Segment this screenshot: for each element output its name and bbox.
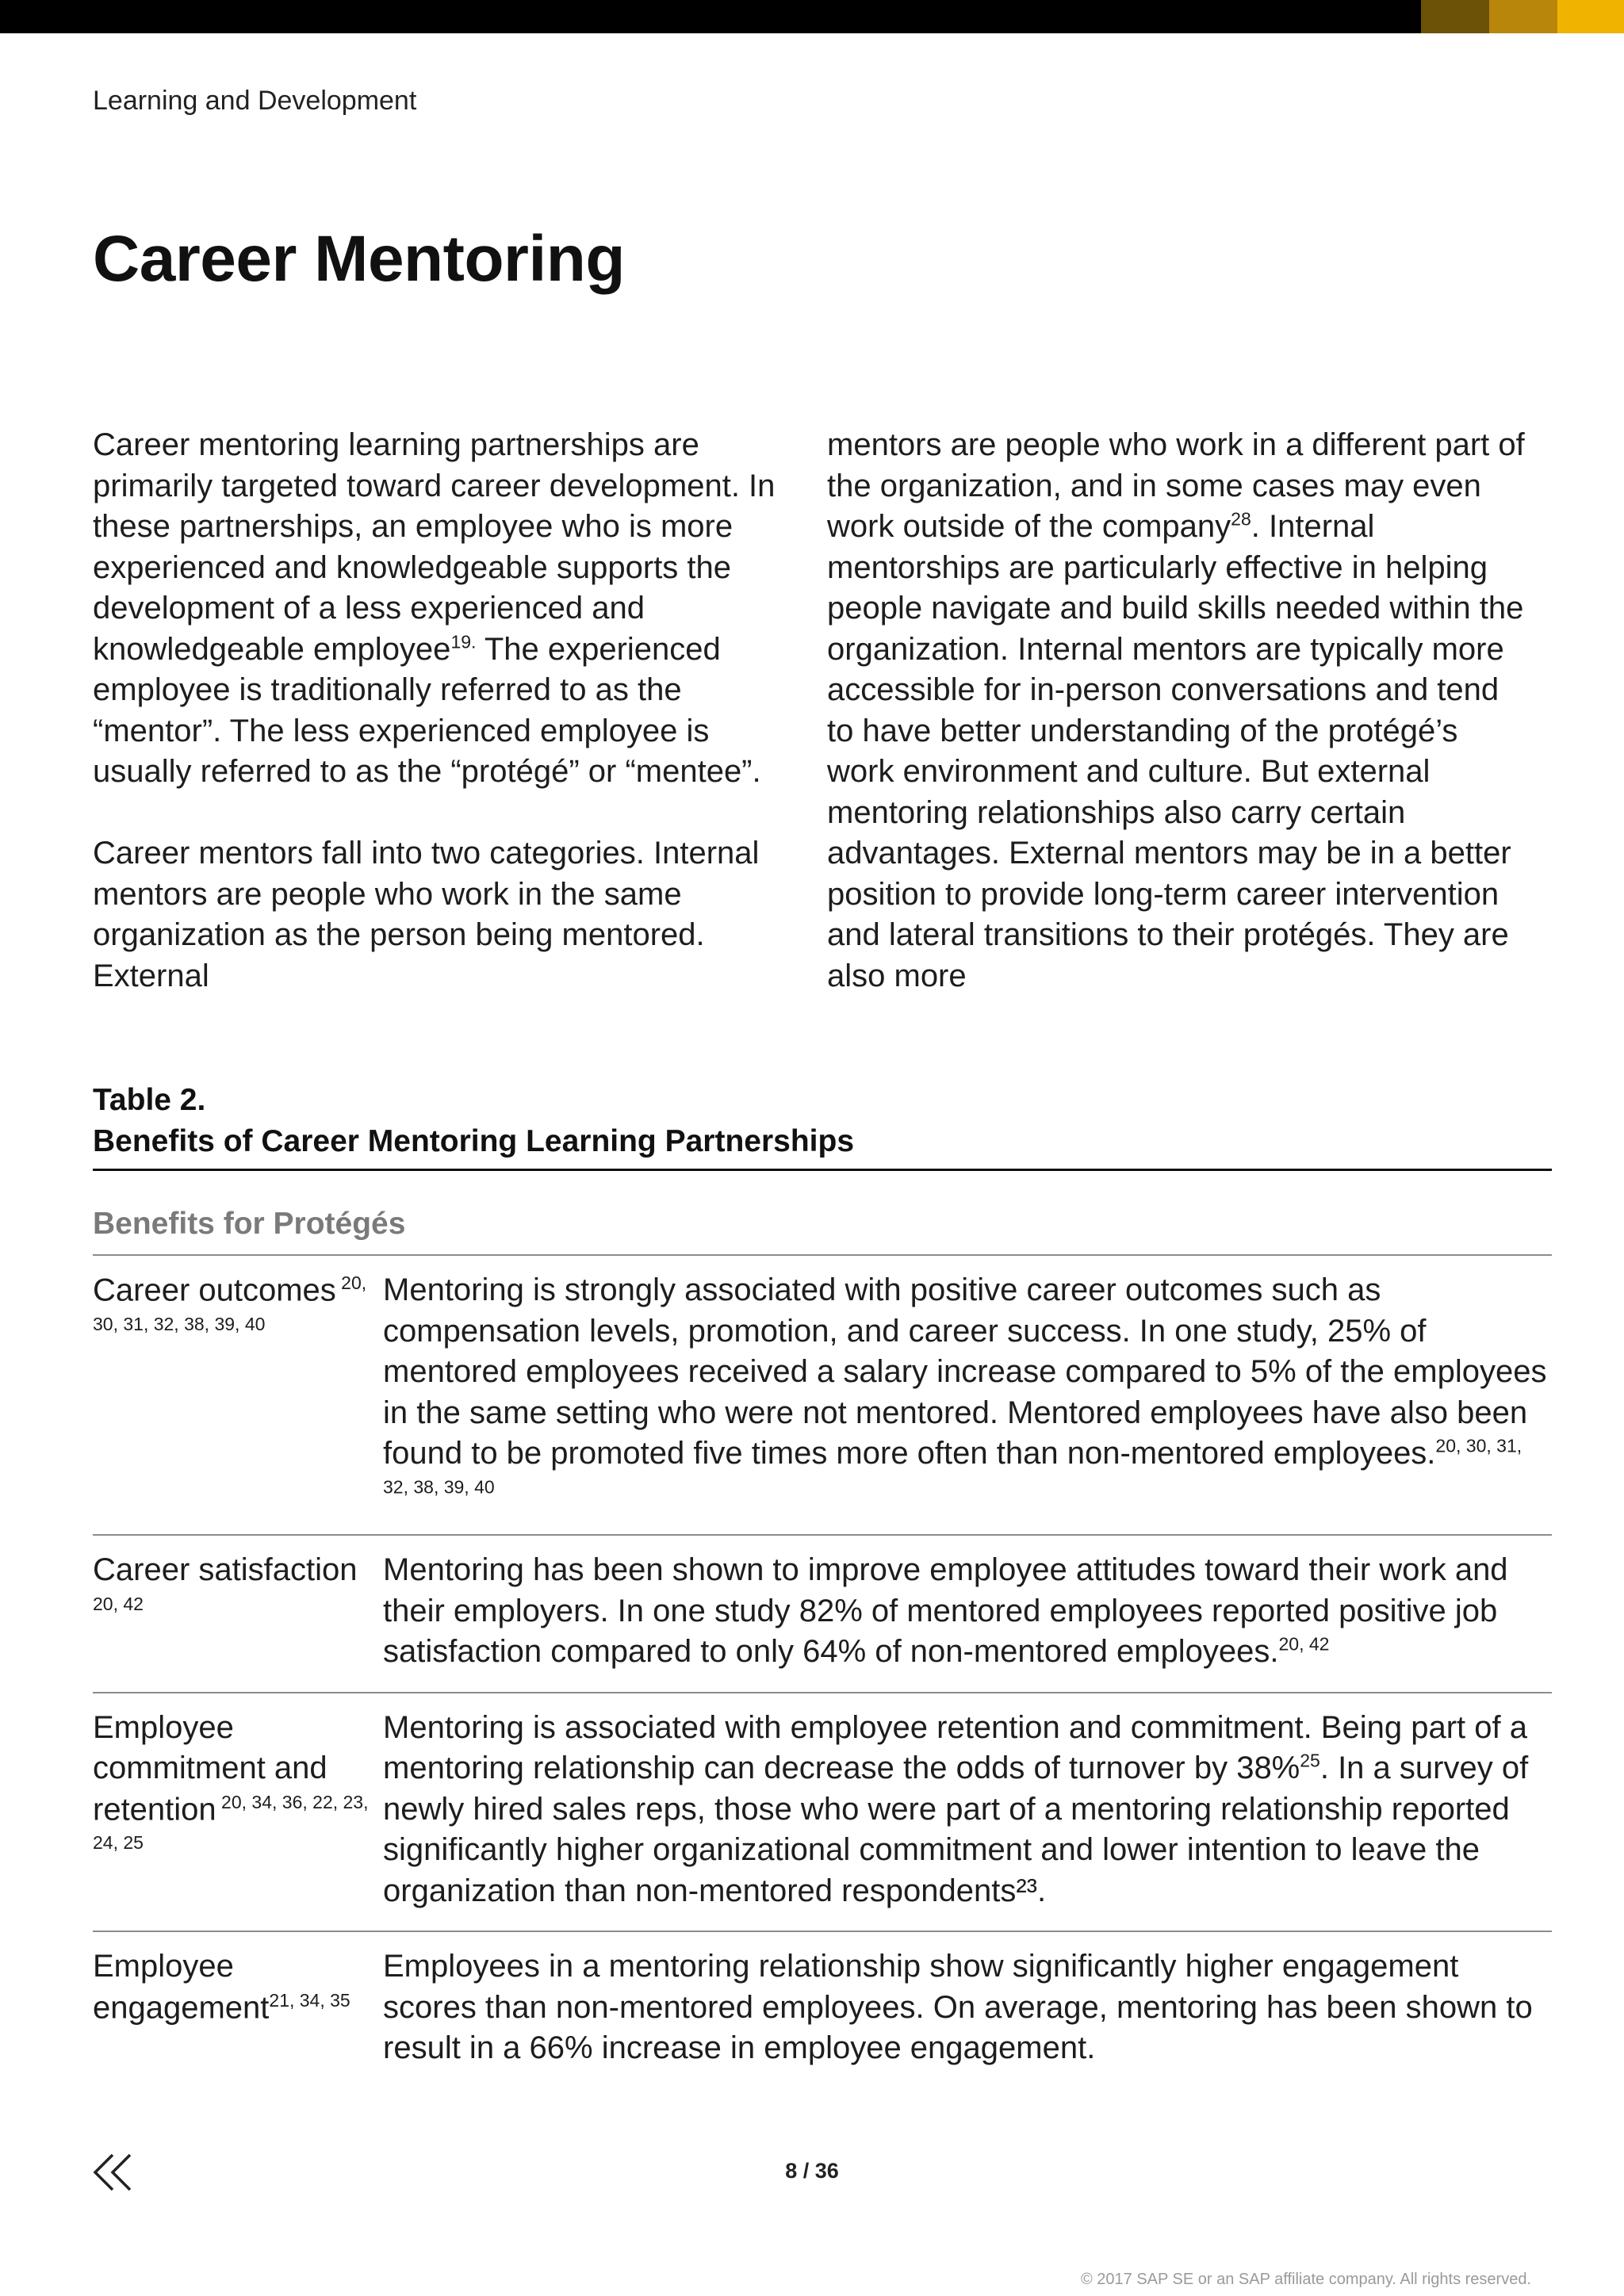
copyright: © 2017 SAP SE or an SAP affiliate company. All rights reserved. [1080, 2271, 1531, 2288]
table-row [93, 1256, 1552, 1534]
row-description: Mentoring is strongly associated with positive career outcomes such as compensation levels, promotion, and career success. In one study, 25% of mentored employees received a salary increase compared to 5% of the employees in the same setting who were not mentored. Mentored employees have also been found to be promoted five times more often than non-mentored employees.$^{20, 30, 31, 32, 38, 39, 40}$ [383, 1272, 1547, 1498]
caption-rule [93, 1169, 1552, 1171]
reference: 19. [450, 631, 477, 652]
reference: 28 [1231, 508, 1251, 530]
row-description: Mentoring is associated with employee retention and commitment. Being part of a mentoring relationship can decrease the odds of turnover by 38%$^{25}$. In a survey of newly hired sales reps, those who were part of a mentoring relationship reported significantly higher organizational commitment and lower intention to leave the organization than non-mentored respondents²³. [383, 1709, 1529, 1908]
paragraph: Career mentoring learning partnerships are primarily targeted toward career development. In these partnerships, an employee who is more experienced and knowledgeable supports the development of a less experienced and knowledgeable employee$^{19.}$ The experienced employee is traditionally referred to as the “mentor”. The less experienced employee is usually referred to as the “protégé” or “mentee”. [93, 427, 776, 789]
row-label: Employee engagement$^{21, 34, 35}$ [93, 1949, 350, 2025]
row-description: Employees in a mentoring relationship show significantly higher engagement scores than non-mentored employees. On average, mentoring has been shown to result in a 66% increase in employee engagement. [383, 1949, 1533, 2065]
section-label: Learning and Development [93, 86, 417, 116]
reference: 25 [1300, 1750, 1320, 1771]
table-row [93, 1693, 1552, 1931]
page-number: 8 / 36 [785, 2159, 839, 2183]
brand-swatch [1557, 0, 1624, 33]
table-caption [93, 1080, 1552, 1162]
top-bar [0, 0, 1624, 33]
reference: 20, 30, 31, 32, 38, 39, 40 [93, 1272, 367, 1334]
row-description: Mentoring has been shown to improve employee attitudes toward their work and their employers. In one study 82% of mentored employees reported positive job satisfaction compared to only 64% of non-mentored employees.$^{20, 42}$ [383, 1552, 1508, 1669]
intro-column-right [827, 425, 1528, 997]
intro-text [93, 425, 1528, 997]
intro-column-left [93, 425, 794, 997]
reference: 20, 42 [1278, 1633, 1330, 1655]
table-title: Benefits of Career Mentoring Learning Partnerships [93, 1124, 855, 1158]
table-label: Table 2. [93, 1083, 206, 1117]
reference: 20, 42 [93, 1593, 144, 1614]
table-row [93, 1536, 1552, 1692]
row-label: Employee commitment and retention $^{20, 34, 36, 22, 23, 24, 25}$ [93, 1709, 369, 1854]
reference: 20, 30, 31, 32, 38, 39, 40 [383, 1435, 1522, 1498]
page-title: Career Mentoring [93, 223, 625, 295]
paragraph: Career mentors fall into two categories. Internal mentors are people who work in the same organization as the person being mentored. External [93, 836, 760, 993]
table-section-heading: Benefits for Protégés [93, 1207, 406, 1241]
table-row [93, 1932, 1552, 2088]
row-label: Career outcomes $^{20, 30, 31, 32, 38, 39, 40}$ [93, 1272, 367, 1334]
row-label: Career satisfaction $^{20, 42}$ [93, 1552, 358, 1614]
brand-swatch [1489, 0, 1557, 33]
reference: 21, 34, 35 [269, 1989, 350, 2011]
reference: 20, 34, 36, 22, 23, 24, 25 [93, 1791, 369, 1854]
brand-swatch [1421, 0, 1489, 33]
paragraph: mentors are people who work in a different part of the organization, and in some cases may even work outside of the company$^{28}$. Internal mentorships are particularly effective in helping people navigate and build skills needed within the organization. Internal mentors are typically more accessible for in-person conversations and tend to have better understanding of the protégé’s work environment and culture. But external mentoring relationships also carry certain advantages. External mentors may be in a better position to provide long-term career intervention and lateral transitions to their protégés. They are also more [827, 427, 1525, 993]
benefits-table [93, 1254, 1552, 2088]
